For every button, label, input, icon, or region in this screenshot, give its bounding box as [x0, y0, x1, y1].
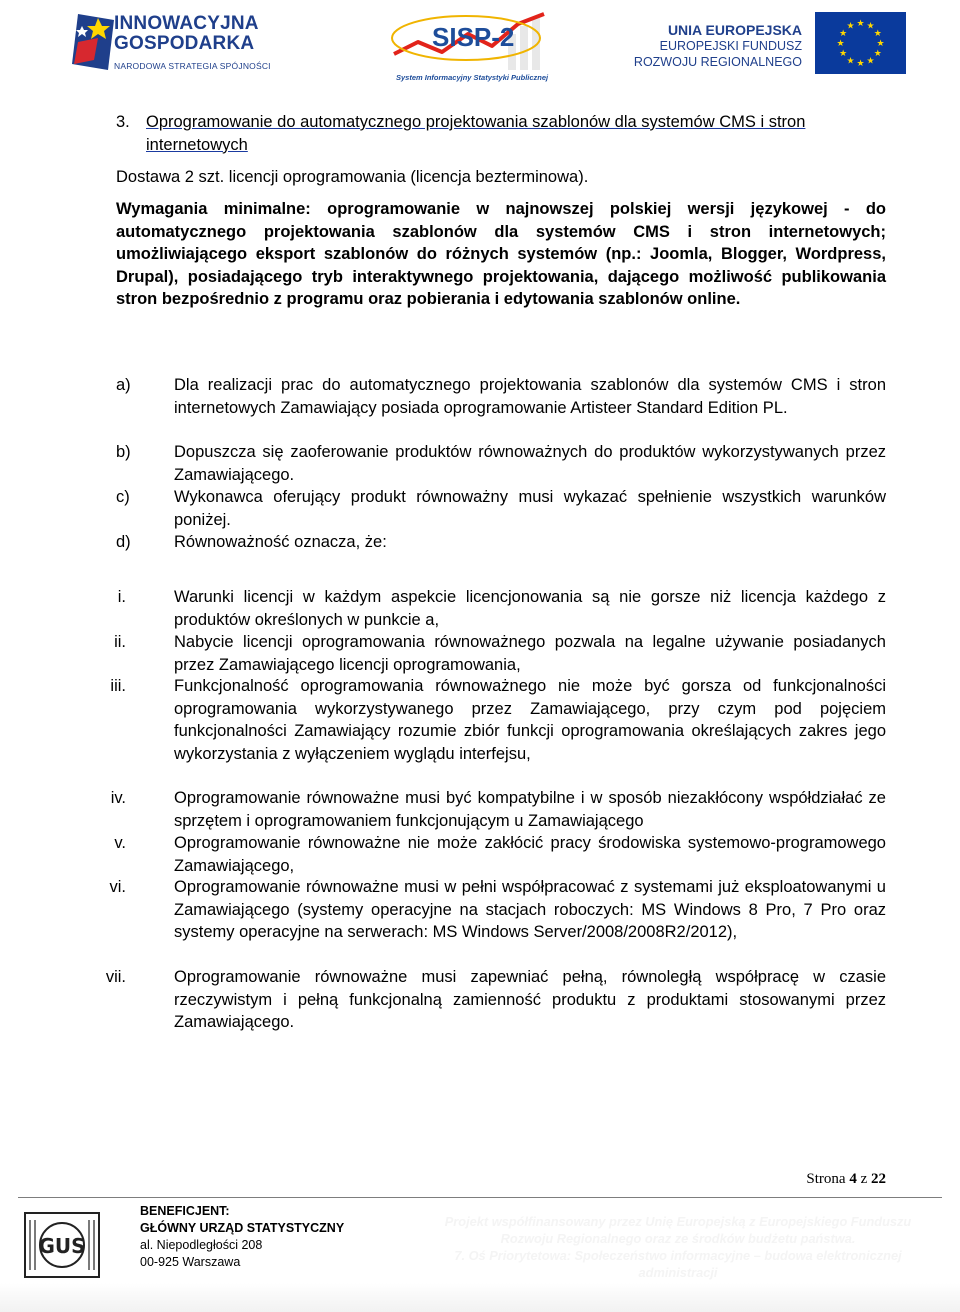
- list-item-label: vi.: [109, 878, 126, 896]
- list-item-label: v.: [114, 834, 126, 852]
- svg-text:★: ★: [873, 29, 882, 39]
- svg-text:★: ★: [846, 21, 855, 32]
- list-item: Nabycie licencji oprogramowania równoważnego pozwala na legalne używanie posiadanych przez Zamawiającego licencji oprogramowania,: [174, 633, 886, 674]
- beneficiary-address1: al. Niepodległości 208: [140, 1238, 263, 1252]
- section-title: Oprogramowanie do automatycznego projektowania szablonów dla systemów CMS i stron internetowych: [146, 113, 806, 154]
- svg-text:★: ★: [856, 19, 865, 29]
- ig-logo-line1: INNOWACYJNA: [114, 13, 259, 34]
- list-item-label: i.: [117, 588, 126, 606]
- beneficiary-name: GŁÓWNY URZĄD STATYSTYCZNY: [140, 1221, 345, 1235]
- svg-text:★: ★: [839, 49, 848, 59]
- list-item: Funkcjonalność oprogramowania równoważnego nie może być gorsza od funkcjonalności oprogramowania wykorzystywanego przez Zamawiającego, przy czym pod pojęciem funkcjonalności Zamawiający rozumie zbiór funkcji oprogramowania określających zakres jego wykorzystania z wyłączeniem wyglądu interfejsu,: [174, 677, 886, 763]
- list-item: Oprogramowanie równoważne musi być kompatybilne i w sposób niezakłócony współdziałać ze sprzętem i oprogramowaniem funkcjonującym u Zamawiającego: [174, 789, 886, 830]
- eu-stars-icon: [815, 12, 906, 74]
- delivery-line: Dostawa 2 szt. licencji oprogramowania (licencja bezterminowa).: [116, 168, 589, 186]
- svg-text:★: ★: [873, 49, 882, 59]
- svg-text:★: ★: [866, 56, 875, 67]
- ig-logo-sub: NARODOWA STRATEGIA SPÓJNOŚCI: [114, 61, 271, 71]
- beneficiary-label: BENEFICJENT:: [140, 1204, 230, 1218]
- page-current: 4: [849, 1171, 857, 1187]
- list-item: Oprogramowanie równoważne musi w pełni współpracować z systemami już eksploatowanymi u Zamawiającego (systemy operacyjne na stacjach roboczych: MS Windows 8 Pro, 7 Pro oraz systemy operacyjne na serwerach: MS Windows Server/2008/2008R2/2012),: [174, 878, 886, 941]
- list-item: Dla realizacji prac do automatycznego projektowania szablonów dla systemów CMS i stron internetowych Zamawiający posiada oprogramowanie Artisteer Standard Edition PL.: [174, 376, 886, 417]
- svg-text:★: ★: [839, 29, 848, 39]
- ig-logo-line2: GOSPODARKA: [114, 33, 255, 54]
- ig-logo-text: [114, 14, 259, 54]
- list-item-label: b): [116, 443, 131, 461]
- list-item-label: d): [116, 533, 131, 551]
- svg-text:★: ★: [846, 56, 855, 67]
- gus-logo-text: GUS: [38, 1234, 86, 1258]
- list-item-label: ii.: [114, 633, 126, 651]
- page-number: [806, 1171, 886, 1188]
- eu-line1: UNIA EUROPEJSKA: [667, 22, 802, 38]
- list-item-label: vii.: [105, 968, 126, 986]
- gus-logo-icon: [24, 1212, 100, 1278]
- list-item: Wykonawca oferujący produkt równoważny musi wykazać spełnienie wszystkich warunków poniżej.: [174, 488, 886, 529]
- sisp-subtitle: System Informacyjny Statystyki Publicznej: [396, 73, 549, 82]
- project-line3: 7. Oś Priorytetowa: Społeczeństwo informacyjne – budowa elektronicznej: [454, 1248, 902, 1263]
- page-total: 22: [871, 1171, 886, 1187]
- sisp-title: SISP-2: [432, 22, 515, 52]
- list-item: Równoważność oznacza, że:: [174, 533, 387, 551]
- list-item: Warunki licencji w każdym aspekcie licencjonowania są nie gorsze niż licencja każdego z produktów określonych w punkcie a,: [174, 588, 886, 629]
- gus-emblem-icon: [24, 1212, 100, 1278]
- footer-band: [0, 1283, 960, 1312]
- list-item-label: iv.: [110, 789, 126, 807]
- svg-text:★: ★: [866, 21, 875, 32]
- eu-logo-text: [634, 22, 802, 70]
- page-prefix: Strona: [806, 1171, 846, 1187]
- project-line1: Projekt współfinansowany przez Unię Europejską z Europejskiego Funduszu: [444, 1214, 912, 1229]
- project-funding-note: [420, 1213, 936, 1281]
- page-sep: z: [860, 1171, 868, 1187]
- beneficiary-block: [140, 1203, 344, 1271]
- project-line4: administracji: [638, 1265, 718, 1280]
- svg-text:★: ★: [876, 39, 885, 49]
- svg-text:★: ★: [836, 39, 845, 49]
- eu-line3: ROZWOJU REGIONALNEGO: [633, 55, 802, 69]
- project-line2: Rozwoju Regionalnego oraz ze środków budżetu państwa.: [500, 1231, 856, 1246]
- list-item-label: a): [116, 376, 131, 394]
- list-item-label: iii.: [110, 677, 126, 695]
- list-item: Oprogramowanie równoważne musi zapewniać pełną, równoległą współpracę w czasie rzeczywistym i pełną funkcjonalną zamienność produktu z produktami stosowanymi przez Zamawiającego.: [174, 968, 886, 1031]
- footer-divider: [18, 1197, 942, 1198]
- eu-flag-icon: [815, 12, 906, 74]
- svg-text:★: ★: [856, 59, 865, 69]
- requirements-paragraph: Wymagania minimalne: oprogramowanie w najnowszej polskiej wersji językowej - do automatycznego projektowania szablonów dla systemów CMS i stron internetowych; umożliwiającego eksport szablonów do różnych systemów (np.: Joomla, Blogger, Wordpress, Drupal), posiadającego tryb interaktywnego projektowania, dającego możliwość publikowania stron bezpośrednio z programu oraz pobierania i edytowania szablonów online.: [116, 200, 886, 308]
- list-item: Oprogramowanie równoważne nie może zakłócić pracy środowiska systemowo-programowego Zamawiającego,: [174, 834, 886, 875]
- ig-flag-icon: [72, 12, 116, 72]
- section-number: 3.: [116, 113, 130, 131]
- list-item: Dopuszcza się zaoferowanie produktów równoważnych do produktów wykorzystywanych przez Zamawiającego.: [174, 443, 886, 484]
- beneficiary-address2: 00-925 Warszawa: [140, 1255, 241, 1269]
- eu-line2: EUROPEJSKI FUNDUSZ: [659, 39, 802, 53]
- list-item-label: c): [116, 488, 130, 506]
